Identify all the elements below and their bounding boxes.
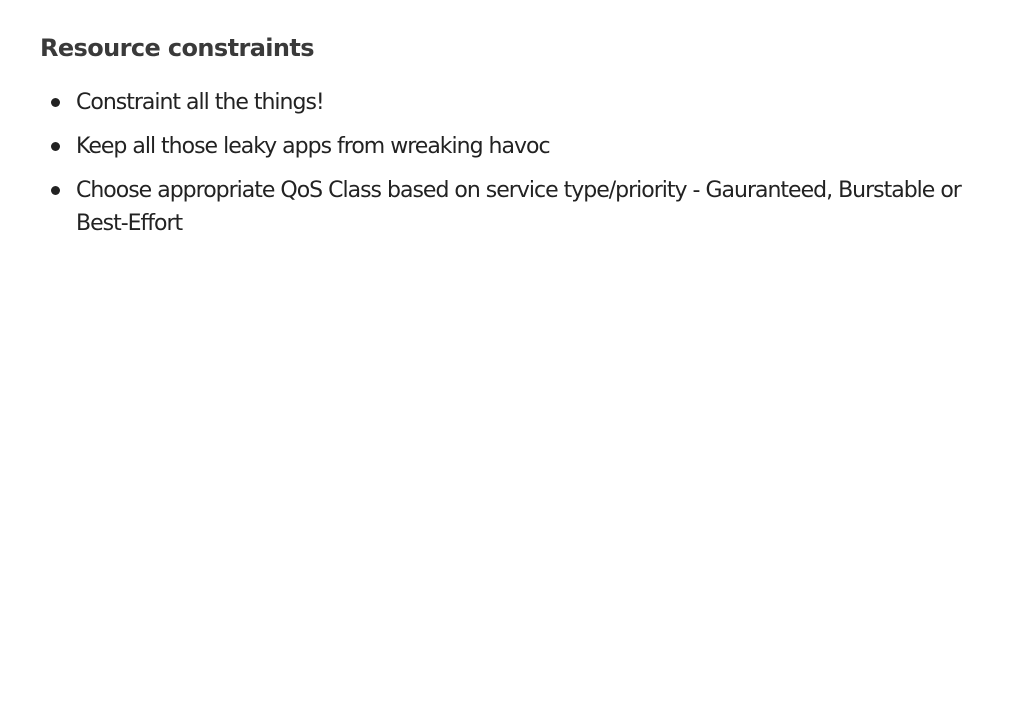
bullet-dot-icon bbox=[51, 98, 60, 107]
bullet-item bbox=[48, 174, 988, 240]
slide-title: Resource constraints bbox=[40, 34, 314, 62]
bullet-item bbox=[48, 130, 988, 163]
bullet-dot-icon bbox=[51, 186, 60, 195]
bullet-text: Choose appropriate QoS Class based on service type/priority - Gauranteed, Burstable or Best-Effort bbox=[76, 178, 961, 236]
bullet-list bbox=[48, 86, 988, 251]
bullet-text: Constraint all the things! bbox=[76, 90, 324, 115]
bullet-text: Keep all those leaky apps from wreaking havoc bbox=[76, 134, 550, 159]
bullet-item bbox=[48, 86, 988, 119]
bullet-dot-icon bbox=[51, 142, 60, 151]
